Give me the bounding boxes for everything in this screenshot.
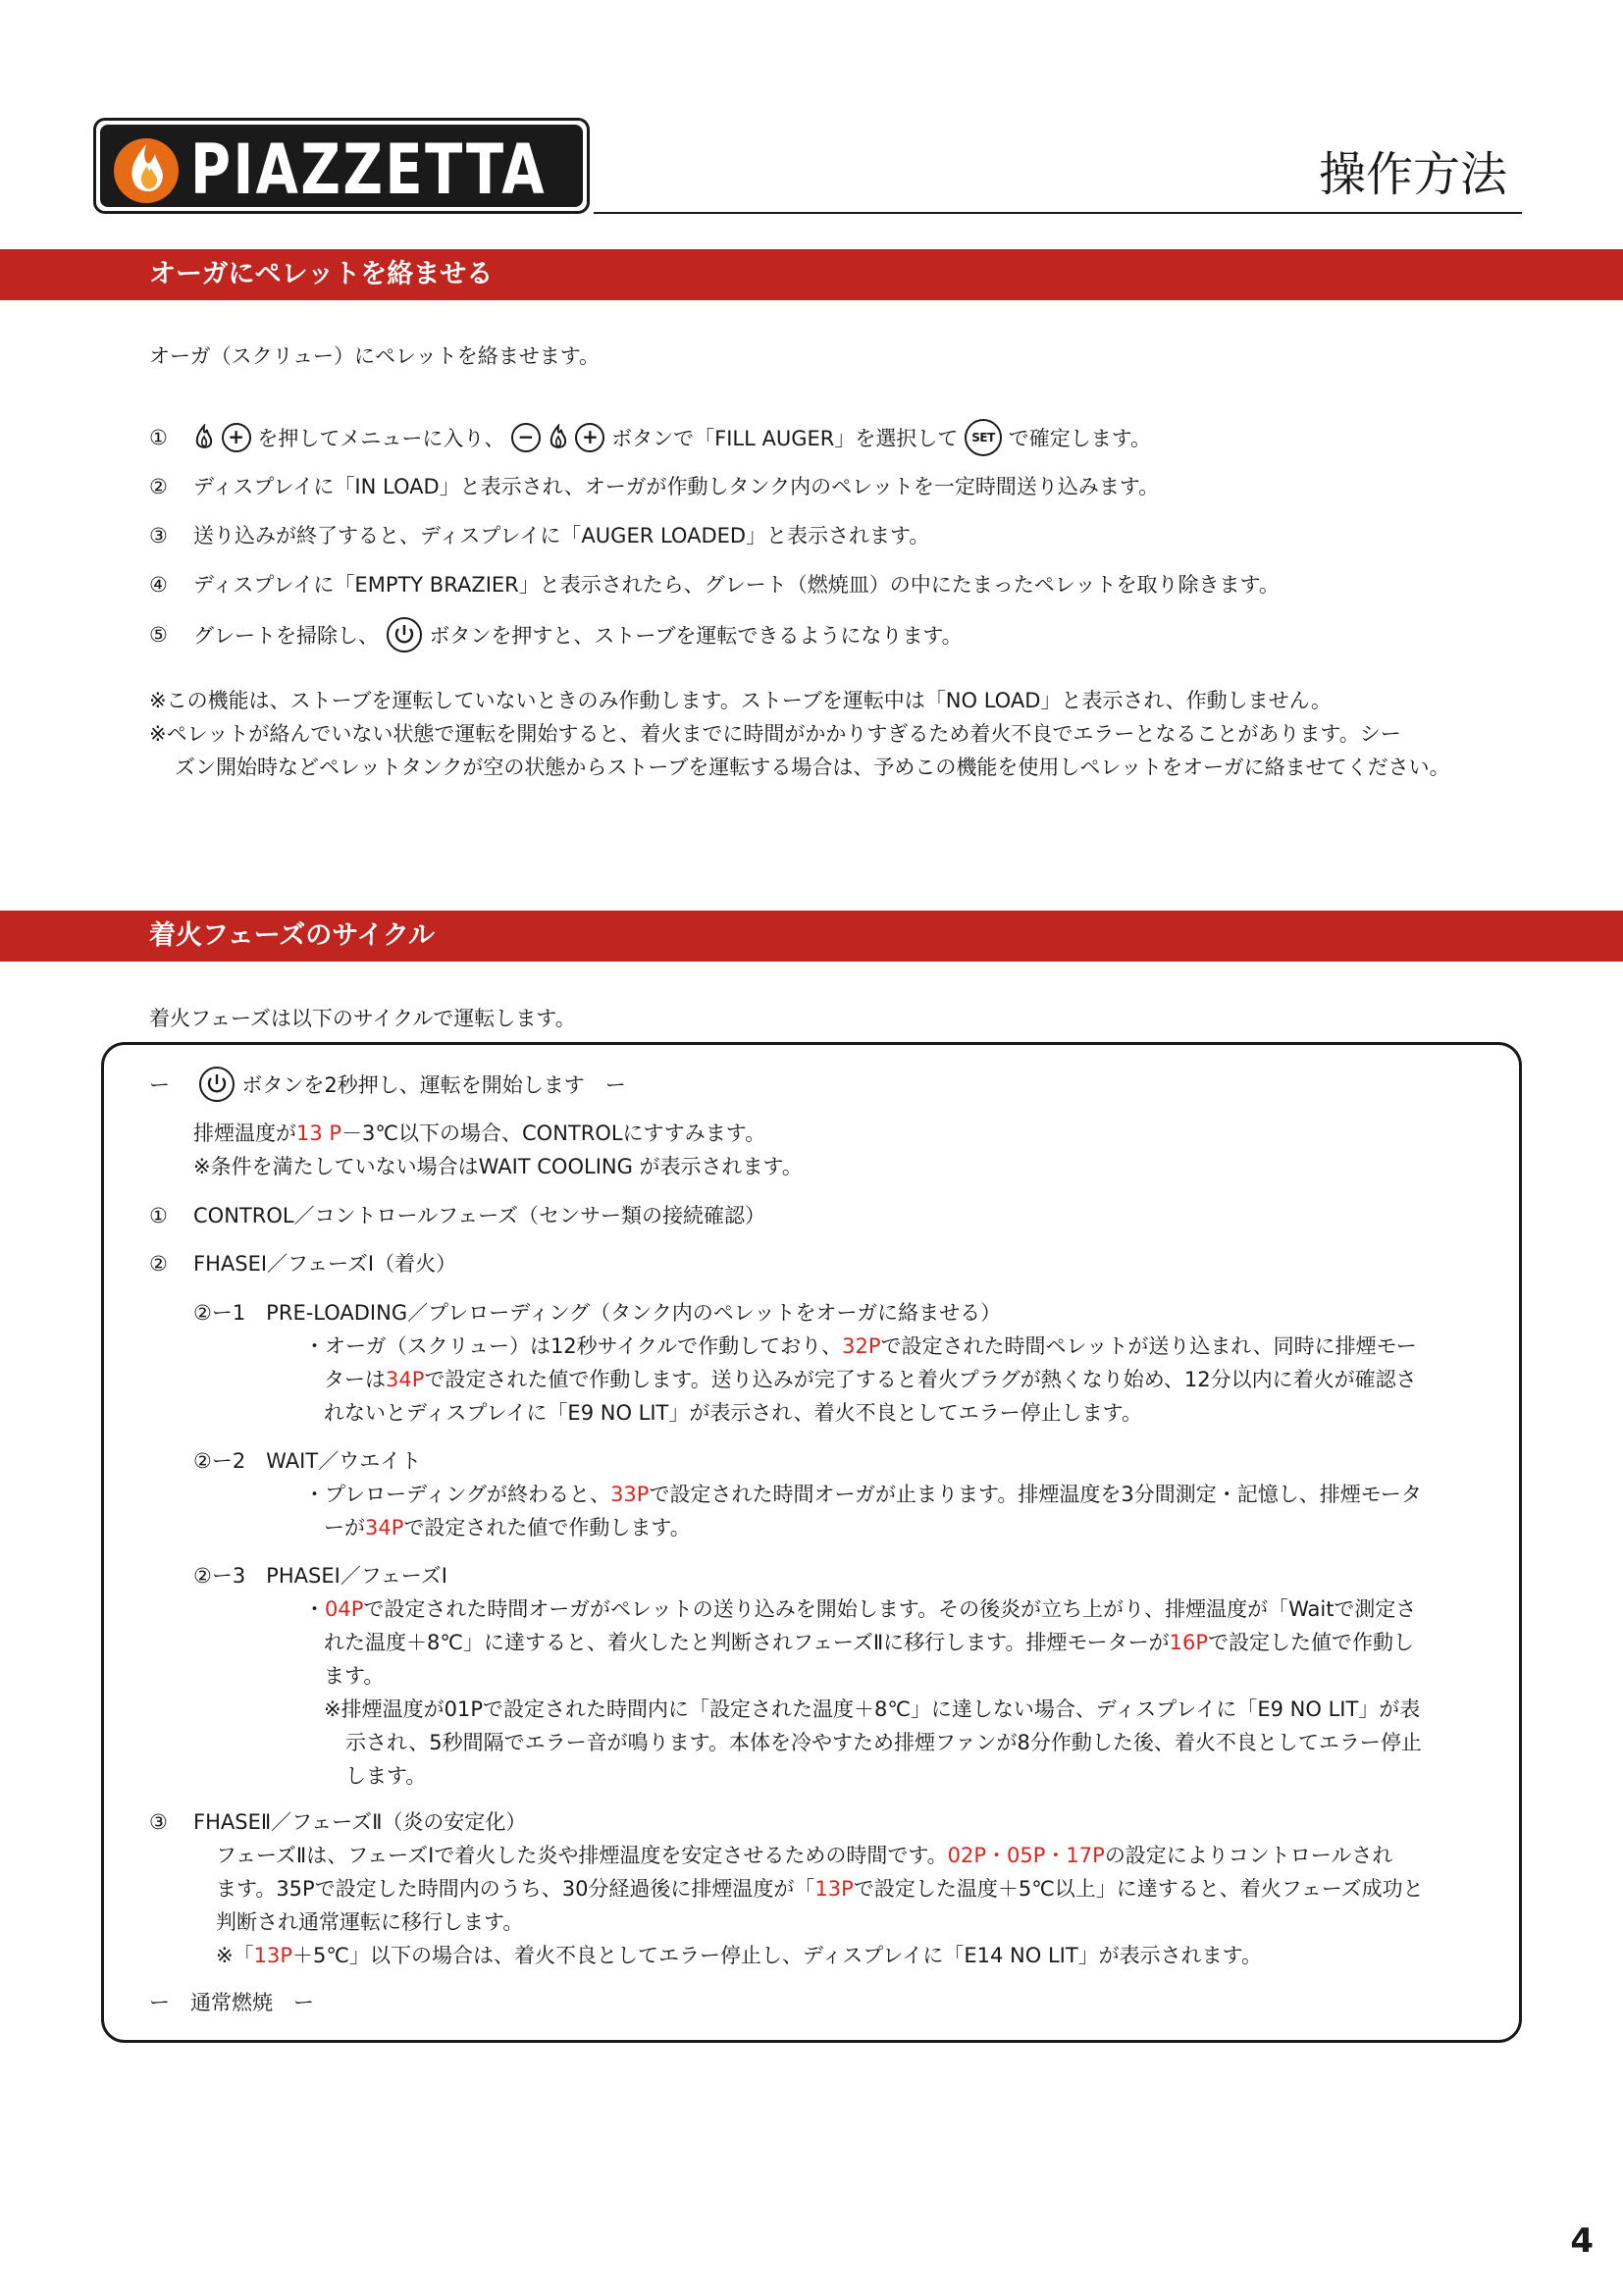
section-heading: オーガにペレットを絡ませる bbox=[149, 259, 494, 289]
step-number: ② bbox=[149, 475, 168, 498]
section-band-ignition bbox=[0, 911, 1623, 962]
preloading-line-1: ・オーガ（スクリュー）は12秒サイクルで作動しており、32Pで設定された時間ペレットが送り込まれ、同時に排煙モー bbox=[304, 1334, 1417, 1358]
plus-icon: + bbox=[222, 423, 251, 452]
step-number: ① bbox=[149, 1204, 168, 1227]
preloading-line-2: ターは34Pで設定された値で作動します。送り込みが完了すると着火プラグが熱くなり始め、12分以内に着火が確認さ bbox=[324, 1368, 1417, 1391]
normal-combustion: ー 通常燃焼 ー bbox=[149, 1991, 314, 2014]
intro-text: 着火フェーズは以下のサイクルで運転します。 bbox=[149, 1007, 576, 1030]
brand-name: PIAZZETTA bbox=[190, 130, 547, 210]
section-band-auger bbox=[0, 249, 1623, 300]
step-number: ③ bbox=[149, 1810, 168, 1834]
step-phase2: FHASEⅡ／フェーズⅡ（炎の安定化） bbox=[193, 1810, 527, 1834]
brand-logo bbox=[93, 118, 590, 214]
logo-plate bbox=[100, 125, 583, 210]
section-heading: 着火フェーズのサイクル bbox=[149, 920, 436, 951]
step-control: CONTROL／コントロールフェーズ（センサー類の接続確認） bbox=[193, 1204, 766, 1227]
step-number: ③ bbox=[149, 524, 168, 548]
step-phase1: FHASEⅠ／フェーズⅠ（着火） bbox=[193, 1252, 457, 1276]
phase1-line-2: れた温度＋8℃」に達すると、着火したと判断されフェーズⅡに移行します。排煙モーターが16Pで設定した値で作動し bbox=[324, 1631, 1415, 1654]
note-2: ※ペレットが絡んでいない状態で運転を開始すると、着火までに時間がかかりすぎるため着火不良でエラーとなることがあります。シー bbox=[149, 722, 1401, 746]
phase2-note: ※「13P＋5℃」以下の場合は、着火不良としてエラー停止し、ディスプレイに「E14 NO LIT」が表示されます。 bbox=[216, 1944, 1262, 1967]
step-number: ① bbox=[149, 426, 168, 449]
page-title: 操作方法 bbox=[1318, 147, 1507, 202]
phase1-line-3: ます。 bbox=[324, 1664, 385, 1688]
phase2-line-2: ます。35Pで設定した時間内のうち、30分経過後に排煙温度が「13Pで設定した温度＋5℃以上」に達すると、着火フェーズ成功と bbox=[216, 1877, 1424, 1901]
phase1-note-2: 示され、5秒間隔でエラー音が鳴ります。本体を冷やすため排煙ファンが8分作動した後、着火不良としてエラー停止 bbox=[345, 1731, 1422, 1754]
title-rule bbox=[594, 212, 1522, 214]
preloading-line-3: れないとディスプレイに「E9 NO LIT」が表示され、着火不良としてエラー停止します。 bbox=[324, 1401, 1142, 1425]
intro-text: オーガ（スクリュー）にペレットを絡ませます。 bbox=[149, 344, 601, 368]
wait-note: ※条件を満たしていない場合はWAIT COOLING が表示されます。 bbox=[193, 1155, 803, 1178]
step-number: ② bbox=[149, 1252, 168, 1276]
set-icon: SET bbox=[965, 419, 1002, 456]
substep-phase1: ②ー3 PHASEⅠ／フェーズⅠ bbox=[193, 1564, 447, 1588]
phase1-note-1: ※排煙温度が01Pで設定された時間内に「設定された温度＋8℃」に達しない場合、ディスプレイに「E9 NO LIT」が表 bbox=[324, 1697, 1421, 1721]
phase1-note-3: します。 bbox=[345, 1764, 427, 1788]
start-line: ー ボタンを2秒押し、運転を開始します ー bbox=[149, 1068, 626, 1105]
step-4: ディスプレイに「EMPTY BRAZIER」と表示されたら、グレート（燃焼皿）の中にたまったペレットを取り除きます。 bbox=[193, 573, 1280, 597]
note-3: ズン開始時などペレットタンクが空の状態からストーブを運転する場合は、予めこの機能を使用しペレットをオーガに絡ませてください。 bbox=[175, 756, 1450, 779]
page-number: 4 bbox=[1570, 2221, 1594, 2261]
step-1: + を押してメニューに入り、 − + ボタンで「FILL AUGER」を選択して SET で確定します。 bbox=[193, 421, 1151, 458]
phase2-line-1: フェーズⅡは、フェーズⅠで着火した炎や排煙温度を安定させるための時間です。02P・05P・17Pの設定によりコントロールされ bbox=[216, 1844, 1393, 1867]
step-2: ディスプレイに「IN LOAD」と表示され、オーガが作動しタンク内のペレットを一定時間送り込みます。 bbox=[193, 475, 1160, 498]
substep-preloading: ②ー1 PRE-LOADING／プレローディング（タンク内のペレットをオーガに絡ませる） bbox=[193, 1301, 1002, 1325]
flame-icon bbox=[548, 424, 569, 451]
phase1-line-1: ・04Pで設定された時間オーガがペレットの送り込みを開始します。その後炎が立ち上がり、排煙温度が「Waitで測定さ bbox=[304, 1597, 1417, 1621]
flame-icon bbox=[193, 424, 215, 451]
step-5: グレートを掃除し、 ボタンを押すと、ストーブを運転できるようになります。 bbox=[193, 618, 963, 655]
note-1: ※この機能は、ストーブを運転していないときのみ作動します。ストーブを運転中は「NO LOAD」と表示され、作動しません。 bbox=[149, 689, 1332, 712]
exhaust-condition: 排煙温度が13 P－3℃以下の場合、CONTROLにすすみます。 bbox=[193, 1122, 766, 1145]
phase2-line-3: 判断され通常運転に移行します。 bbox=[216, 1910, 524, 1934]
wait-line-2: ーが34Pで設定された値で作動します。 bbox=[324, 1516, 691, 1539]
plus-icon: + bbox=[575, 423, 604, 452]
step-number: ⑤ bbox=[149, 623, 168, 647]
step-3: 送り込みが終了すると、ディスプレイに「AUGER LOADED」と表示されます。 bbox=[193, 524, 930, 548]
power-icon bbox=[386, 616, 423, 653]
wait-line-1: ・プレローディングが終わると、33Pで設定された時間オーガが止まります。排煙温度を3分間測定・記憶し、排煙モータ bbox=[304, 1483, 1422, 1506]
substep-wait: ②ー2 WAIT／ウエイト bbox=[193, 1449, 422, 1473]
minus-icon: − bbox=[511, 423, 541, 452]
flame-logo-icon bbox=[112, 136, 181, 205]
step-number: ④ bbox=[149, 573, 168, 597]
power-icon bbox=[198, 1066, 236, 1103]
